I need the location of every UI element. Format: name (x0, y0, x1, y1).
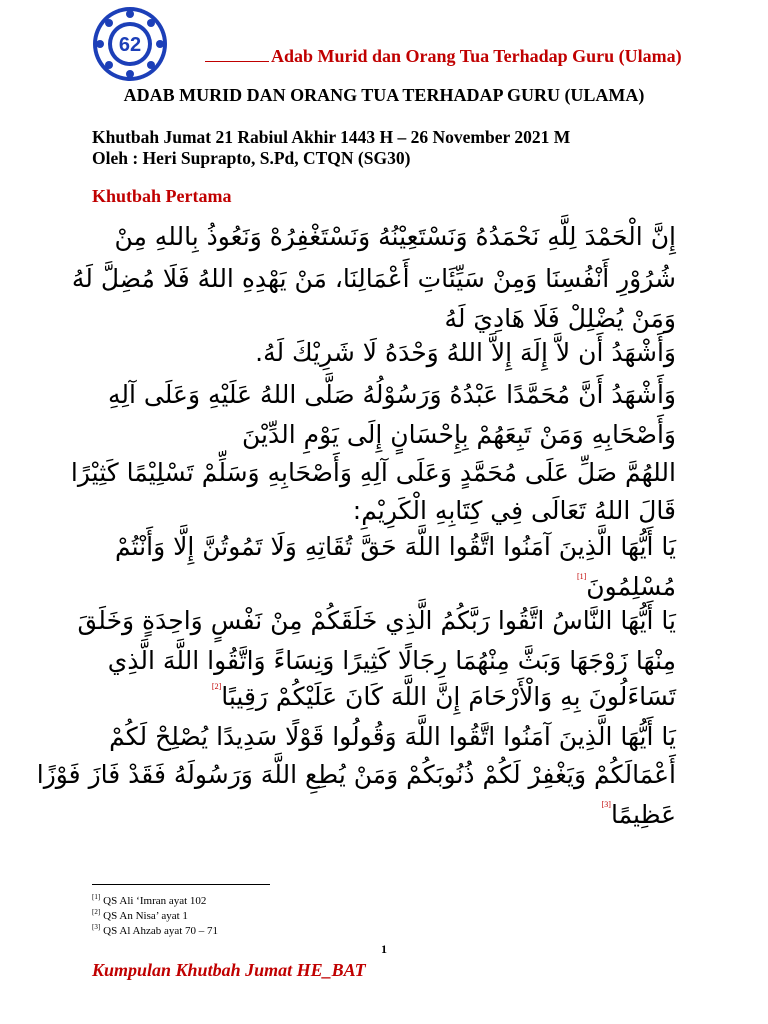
arabic-line-text: وَأَصْحَابِهِ وَمَنْ تَبِعَهُمْ بِإِحْسَانٍ إِلَى يَوْمِ الدِّيْنَ (242, 420, 676, 449)
document-title: ADAB MURID DAN ORANG TUA TERHADAP GURU (ULAMA) (123, 85, 645, 105)
running-header (205, 46, 682, 67)
running-header-title: Adab Murid dan Orang Tua Terhadap Guru (Ulama) (271, 46, 682, 66)
arabic-line (114, 222, 676, 251)
arabic-line (108, 380, 676, 409)
arabic-line-text: اللهُمَّ صَلِّ عَلَى مُحَمَّدٍ وَعَلَى آلِهِ وَأَصْحَابِهِ وَسَلِّمْ تَسْلِيْمًا كَثِيْرًا (70, 458, 676, 487)
section-heading: Khutbah Pertama (92, 186, 232, 206)
arabic-line-text: يَا أَيُّهَا الَّذِينَ آمَنُوا اتَّقُوا اللَّهَ حَقَّ تُقَاتِهِ وَلَا تَمُوتُنَّ إِلَّا وَأَنْتُمْ (115, 532, 676, 561)
header-rule (205, 61, 269, 62)
footnote-ref: [3] (92, 923, 101, 931)
arabic-line (77, 606, 676, 635)
footnote (92, 893, 206, 907)
arabic-line-text: شُرُوْرِ أَنْفُسِنَا وَمِنْ سَيِّئَاتِ أَعْمَالِنَا، مَنْ يَهْدِهِ اللهُ فَلَا مُضِلَّ لَهُ (71, 264, 676, 293)
footnote-marker[interactable]: [3] (601, 800, 611, 809)
arabic-line (353, 496, 676, 525)
arabic-line (72, 264, 676, 293)
footnote-rule (92, 884, 270, 885)
footnote-text: QS Ali ‘Imran ayat 102 (103, 894, 207, 907)
page-badge-logo (92, 6, 168, 82)
arabic-line (37, 760, 676, 789)
arabic-line-text: يَا أَيُّهَا النَّاسُ اتَّقُوا رَبَّكُمُ الَّذِي خَلَقَكُمْ مِنْ نَفْسٍ وَاحِدَةٍ وَخَلَقَ (77, 606, 676, 635)
footnote-marker[interactable]: [2] (211, 682, 222, 691)
arabic-line (212, 682, 676, 711)
arabic-line (108, 646, 676, 675)
page-number: 1 (381, 942, 387, 956)
footnote (92, 908, 188, 922)
page-badge-number: 62 (118, 34, 142, 56)
arabic-line (577, 572, 676, 601)
arabic-line-text: وَأَشْهَدُ أَنَّ مُحَمَّدًا عَبْدُهُ وَرَسُوْلُهُ صَلَّى اللهُ عَلَيْهِ وَعَلَى آلِهِ (108, 380, 676, 409)
arabic-line-text: عَظِيمًا (610, 800, 676, 829)
arabic-line-text: يَا أَيُّهَا الَّذِينَ آمَنُوا اتَّقُوا اللَّهَ وَقُولُوا قَوْلًا سَدِيدًا يُصْلِحْ لَكُمْ (109, 722, 676, 751)
arabic-line (255, 338, 676, 367)
arabic-line (109, 722, 676, 751)
arabic-line (602, 800, 676, 829)
khutbah-date: Khutbah Jumat 21 Rabiul Akhir 1443 H – 26 November 2021 M (92, 127, 571, 147)
arabic-line-text: مِنْهَا زَوْجَهَا وَبَثَّ مِنْهُمَا رِجَالًا كَثِيرًا وَنِسَاءً وَاتَّقُوا اللَّهَ الَّذِي (107, 646, 676, 675)
arabic-line-text: أَعْمَالَكُمْ وَيَغْفِرْ لَكُمْ ذُنُوبَكُمْ وَمَنْ يُطِعِ اللَّهَ وَرَسُولَهُ فَقَدْ فَازَ فَوْزًا (36, 760, 676, 789)
author-line: Oleh : Heri Suprapto, S.Pd, CTQN (SG30) (92, 148, 411, 168)
arabic-line (71, 458, 676, 487)
footer-text: Kumpulan Khutbah Jumat HE_BAT (92, 960, 366, 980)
footnote-ref: [1] (92, 893, 101, 901)
arabic-line (115, 532, 676, 561)
arabic-line (242, 420, 676, 449)
footnote-text: QS An Nisa’ ayat 1 (103, 909, 188, 922)
arabic-line-text: وَمَنْ يُضْلِلْ فَلَا هَادِيَ لَهُ (444, 304, 676, 333)
arabic-line-text: مُسْلِمُونَ (586, 572, 676, 601)
footnote (92, 923, 218, 937)
arabic-line-text: تَسَاءَلُونَ بِهِ وَالْأَرْحَامَ إِنَّ اللَّهَ كَانَ عَلَيْكُمْ رَقِيبًا (221, 682, 676, 711)
arabic-line-text: قَالَ اللهُ تَعَالَى فِي كِتَابِهِ الْكَرِيْمِ: (352, 496, 676, 525)
arabic-line-text: إِنَّ الْحَمْدَ لِلَّهِ نَحْمَدُهُ وَنَسْتَعِيْنُهُ وَنَسْتَغْفِرُهْ وَنَعُوذُ بِاللهِ مِنْ (114, 222, 676, 251)
arabic-line-text: وَأَشْهَدُ أَن لاَّ إِلَهَ إِلاَّ اللهُ وَحْدَهُ لَا شَرِيْكَ لَهُ. (255, 338, 676, 367)
arabic-line (444, 304, 676, 333)
footnote-text: QS Al Ahzab ayat 70 – 71 (103, 924, 219, 937)
footnote-ref: [2] (92, 908, 101, 916)
footnote-marker[interactable]: [1] (576, 572, 587, 581)
